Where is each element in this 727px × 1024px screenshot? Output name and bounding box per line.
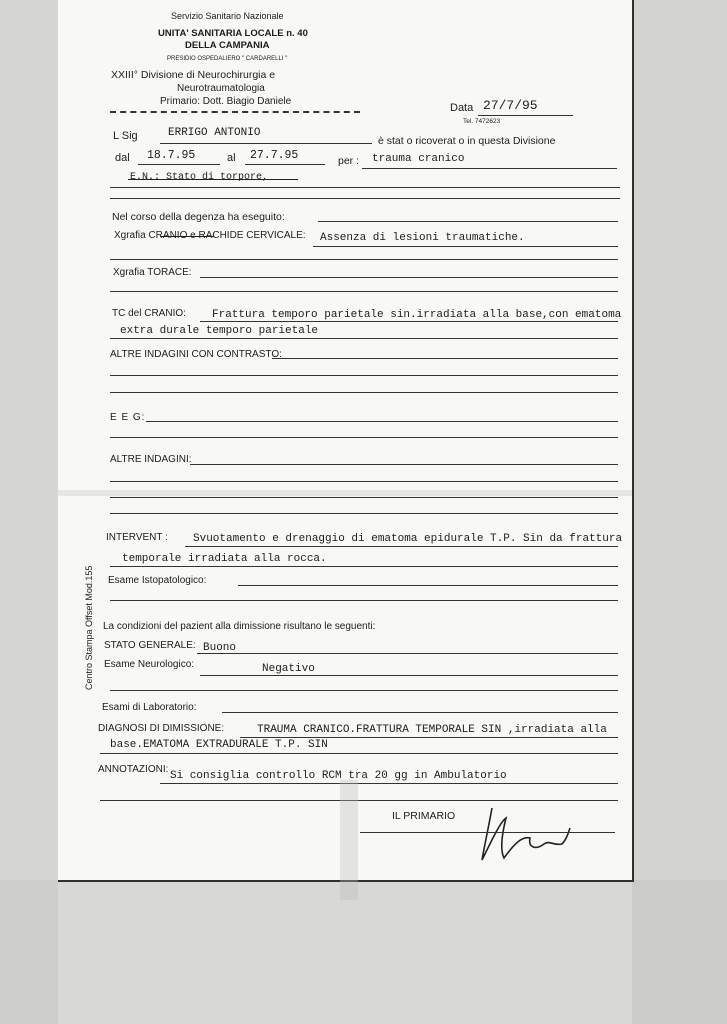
left-scan-margin bbox=[0, 0, 58, 1024]
reason-label: per : bbox=[338, 155, 360, 167]
intervention-text-2: temporale irradiata alla rocca. bbox=[122, 553, 327, 565]
to-label: al bbox=[227, 152, 236, 164]
form-line bbox=[238, 585, 618, 586]
form-line bbox=[197, 653, 618, 654]
skull-strike bbox=[160, 236, 214, 237]
discharge-diagnosis-2: base.EMATOMA EXTRADURALE T.P. SIN bbox=[110, 739, 328, 751]
form-line bbox=[240, 737, 618, 738]
form-line bbox=[200, 675, 618, 676]
form-line bbox=[110, 481, 618, 482]
eeg-label: E E G: bbox=[110, 412, 146, 423]
to-date: 27.7.95 bbox=[250, 149, 299, 162]
general-state-label: STATO GENERALE: bbox=[104, 640, 196, 651]
neuro-exam-label: Esame Neurologico: bbox=[104, 659, 195, 670]
form-line bbox=[272, 358, 618, 359]
neuro-exam-note: E.N.: Stato di torpore, bbox=[130, 172, 269, 183]
lab-exams-label: Esami di Laboratorio: bbox=[102, 702, 197, 713]
discharge-diagnosis-label: DIAGNOSI DI DIMISSIONE: bbox=[98, 723, 225, 734]
intervention-text-1: Svuotamento e drenaggio di ematoma epidurale T.P. Sin da frattura bbox=[193, 533, 623, 545]
form-line bbox=[110, 497, 618, 498]
form-line bbox=[110, 198, 620, 199]
xray-skull-spine-result: Assenza di lesioni traumatiche. bbox=[320, 232, 525, 244]
signature-line bbox=[360, 832, 615, 833]
xray-chest-label: Xgrafia TORACE: bbox=[113, 267, 192, 278]
form-line bbox=[200, 321, 618, 322]
signature-icon bbox=[470, 800, 580, 870]
header-divider bbox=[110, 111, 360, 113]
form-line bbox=[110, 375, 618, 376]
form-line bbox=[200, 277, 618, 278]
exams-intro: Nel corso della degenza ha eseguito: bbox=[112, 211, 285, 223]
ct-label: TC del CRANIO: bbox=[112, 308, 186, 319]
form-line bbox=[190, 464, 618, 465]
form-line bbox=[110, 600, 618, 601]
reason-line bbox=[362, 168, 617, 169]
ct-result-2: extra durale temporo parietale bbox=[120, 325, 319, 337]
form-line bbox=[110, 437, 618, 438]
form-line bbox=[110, 566, 618, 567]
form-line bbox=[146, 421, 618, 422]
general-state-value: Buono bbox=[203, 642, 237, 654]
date-label: Data bbox=[450, 102, 474, 114]
header-service: Servizio Sanitario Nazionale bbox=[171, 11, 284, 21]
form-line bbox=[185, 546, 618, 547]
paper-tear bbox=[340, 780, 358, 900]
other-exams-label: ALTRE INDAGINI: bbox=[110, 454, 192, 465]
header-division-2: Neurotraumatologia bbox=[177, 83, 265, 94]
from-label: dal bbox=[115, 152, 130, 164]
admission-statement: è stat o ricoverat o in questa Divisione bbox=[378, 135, 556, 147]
patient-name-line bbox=[160, 143, 372, 144]
contrast-exams-label: ALTRE INDAGINI CON CONTRASTO: bbox=[110, 349, 282, 360]
to-date-line bbox=[245, 164, 325, 165]
phone-number: Tel. 7472623 bbox=[463, 118, 501, 125]
neuro-exam-value: Negativo bbox=[262, 663, 315, 675]
date-value: 27/7/95 bbox=[483, 98, 538, 113]
from-date: 18.7.95 bbox=[147, 149, 196, 162]
form-line bbox=[110, 291, 618, 292]
primary-signature-label: IL PRIMARIO bbox=[392, 810, 456, 822]
ct-result-1: Frattura temporo parietale sin.irradiata alla base,con ematoma bbox=[212, 309, 622, 321]
header-primary: Primario: Dott. Biagio Daniele bbox=[160, 96, 292, 107]
form-line bbox=[160, 783, 618, 784]
discharge-conditions: La condizioni del pazient alla dimissione risultano le seguenti: bbox=[103, 621, 376, 632]
header-division: XXIII° Divisione di Neurochirurgia e bbox=[111, 69, 276, 81]
header-hospital: PRESIDIO OSPEDALIERO " CARDARELLI " bbox=[167, 56, 288, 62]
header-usl: UNITA' SANITARIA LOCALE n. 40 bbox=[158, 28, 308, 39]
patient-name: ERRIGO ANTONIO bbox=[168, 127, 261, 139]
annotations-label: ANNOTAZIONI: bbox=[98, 764, 169, 775]
form-line bbox=[318, 221, 618, 222]
form-line bbox=[110, 259, 618, 260]
bottom-scan-margin bbox=[0, 880, 727, 1024]
patient-prefix: L Sig bbox=[113, 130, 138, 142]
xray-skull-spine-label: Xgrafia CRANIO e RACHIDE CERVICALE: bbox=[114, 230, 306, 241]
reason-value: trauma cranico bbox=[372, 153, 465, 165]
histopathology-label: Esame Istopatologico: bbox=[108, 575, 207, 586]
from-date-line bbox=[138, 164, 220, 165]
annotations-value: Si consiglia controllo RCM tra 20 gg in Ambulatorio bbox=[170, 770, 507, 782]
form-line bbox=[110, 690, 618, 691]
form-line bbox=[222, 712, 618, 713]
form-line bbox=[110, 187, 620, 188]
form-line bbox=[100, 753, 618, 754]
note-strike bbox=[128, 179, 298, 180]
form-line bbox=[313, 246, 618, 247]
form-line bbox=[110, 392, 618, 393]
right-scan-margin bbox=[632, 0, 727, 1024]
date-line bbox=[478, 115, 573, 116]
form-line bbox=[110, 513, 618, 514]
discharge-diagnosis-1: TRAUMA CRANICO.FRATTURA TEMPORALE SIN ,irradiata alla bbox=[257, 724, 607, 736]
form-line bbox=[110, 338, 618, 339]
intervention-label: INTERVENT : bbox=[106, 532, 168, 543]
header-region: DELLA CAMPANIA bbox=[185, 40, 270, 51]
paper-fold bbox=[58, 490, 632, 496]
printer-imprint: Centro Stampa Offset Mod.155 bbox=[84, 565, 94, 690]
